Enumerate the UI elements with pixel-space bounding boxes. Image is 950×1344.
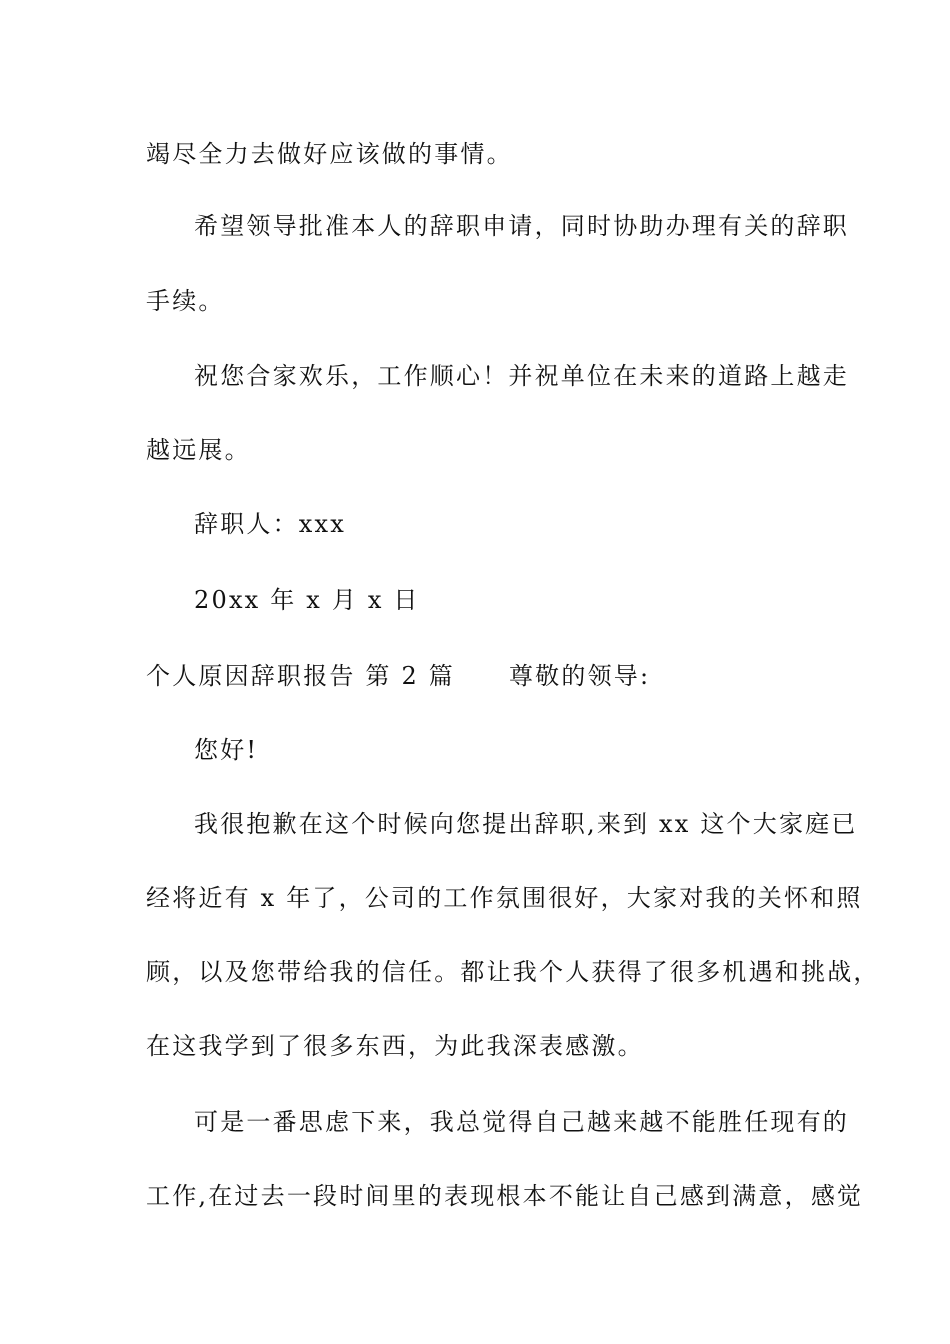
- section-title: 个人原因辞职报告 第 2 篇: [146, 662, 455, 690]
- greeting-line: 您好!: [194, 736, 259, 764]
- paragraph-line: 工作,在过去一段时间里的表现根本不能让自己感到满意，感觉: [146, 1182, 864, 1210]
- paragraph-line: 手续。: [146, 287, 225, 315]
- section-heading-line: [146, 660, 816, 692]
- paragraph-line: 经将近有 x 年了，公司的工作氛围很好，大家对我的关怀和照: [146, 884, 863, 912]
- paragraph-line: 竭尽全力去做好应该做的事情。: [146, 140, 513, 168]
- signer-line: 辞职人：xxx: [194, 510, 347, 538]
- paragraph-line: 可是一番思虑下来，我总觉得自己越来越不能胜任现有的: [194, 1108, 849, 1136]
- salutation: 尊敬的领导:: [508, 662, 651, 690]
- paragraph-line: 越远展。: [146, 436, 251, 464]
- paragraph-line: 祝您合家欢乐，工作顺心！并祝单位在未来的道路上越走: [194, 362, 849, 390]
- paragraph-line: 在这我学到了很多东西，为此我深表感激。: [146, 1032, 644, 1060]
- date-line: 20xx 年 x 月 x 日: [194, 586, 420, 614]
- paragraph-line: 我很抱歉在这个时候向您提出辞职,来到 xx 这个大家庭已: [194, 810, 858, 838]
- paragraph-line: 顾，以及您带给我的信任。都让我个人获得了很多机遇和挑战，: [146, 958, 880, 986]
- paragraph-line: 希望领导批准本人的辞职申请，同时协助办理有关的辞职: [194, 212, 849, 240]
